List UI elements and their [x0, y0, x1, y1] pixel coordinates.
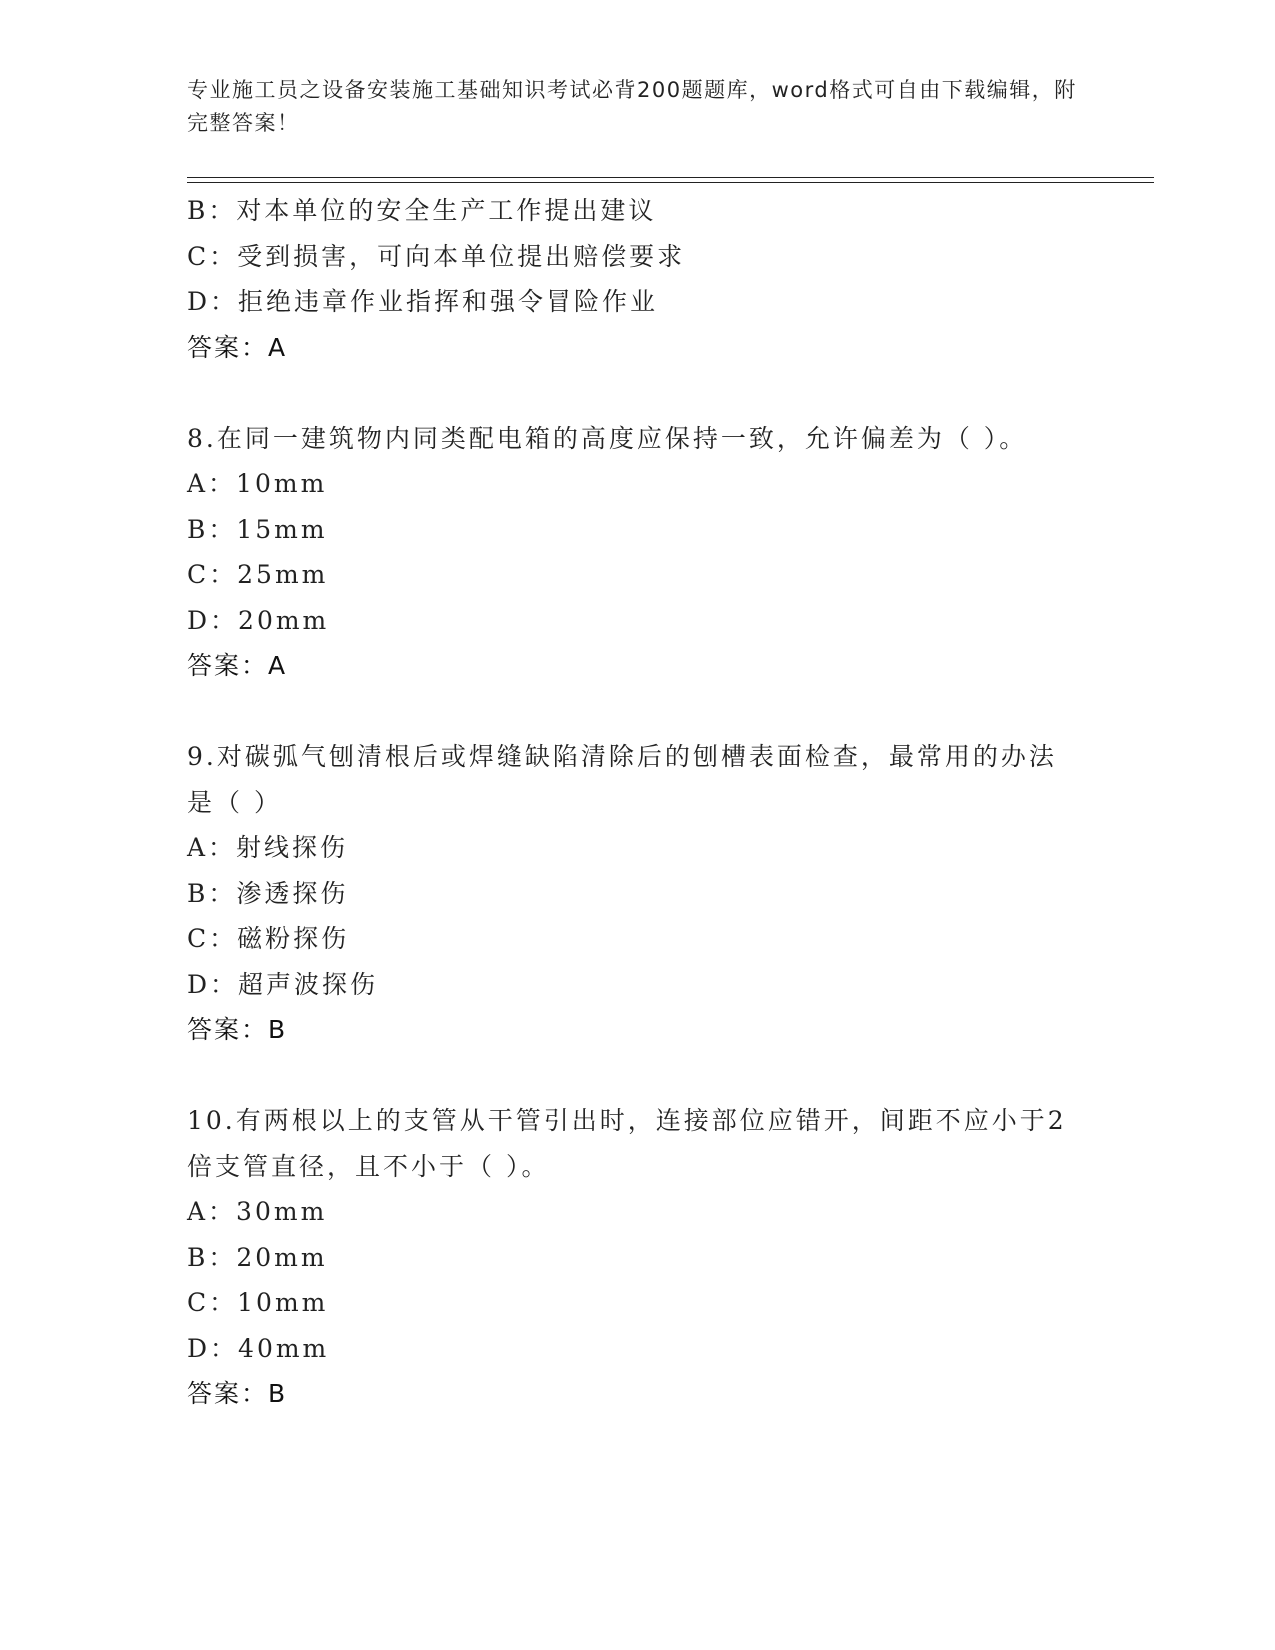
option-d: D：40mm [187, 1333, 330, 1363]
header-divider-bottom [187, 182, 1154, 183]
option-c: C：25mm [187, 560, 329, 589]
option-b: B：对本单位的安全生产工作提出建议 [187, 196, 657, 225]
option-c: C：10mm [187, 1288, 329, 1317]
question-7-continuation [187, 188, 1087, 370]
spacer [187, 370, 1087, 416]
question-text: 8.在同一建筑物内同类配电箱的高度应保持一致，允许偏差为（ ）。 [187, 423, 1028, 453]
option-b: B：20mm [187, 1242, 328, 1272]
option-d: D：20mm [187, 605, 330, 635]
option-c: C：磁粉探伤 [187, 924, 350, 953]
answer-line: 答案：A [187, 332, 288, 362]
question-8 [187, 416, 1087, 689]
spacer [187, 689, 1087, 735]
document-content [187, 188, 1087, 1417]
option-a: A：10mm [187, 469, 328, 498]
answer-line: 答案：B [187, 1379, 288, 1408]
header-divider-top [187, 177, 1154, 178]
question-9 [187, 734, 1087, 1053]
answer-line: 答案：B [187, 1015, 288, 1044]
option-a: A：30mm [187, 1197, 328, 1226]
option-d: D：超声波探伤 [187, 969, 379, 999]
question-text: 9.对碳弧气刨清根后或焊缝缺陷清除后的刨槽表面检查，最常用的办法是（ ） [187, 742, 1057, 817]
option-d: D：拒绝违章作业指挥和强令冒险作业 [187, 287, 659, 316]
document-header-title: 专业施工员之设备安装施工基础知识考试必背200题题库，word格式可自由下载编辑，附完整答案！ [187, 78, 1077, 135]
option-b: B：渗透探伤 [187, 878, 349, 908]
option-b: B：15mm [187, 514, 328, 544]
option-c: C：受到损害，可向本单位提出赔偿要求 [187, 241, 686, 271]
question-text: 10.有两根以上的支管从干管引出时，连接部位应错开，间距不应小于2倍支管直径，且不小于（ ）。 [187, 1106, 1067, 1181]
question-10 [187, 1098, 1087, 1417]
answer-line: 答案：A [187, 651, 288, 680]
spacer [187, 1053, 1087, 1099]
option-a: A：射线探伤 [187, 833, 349, 862]
